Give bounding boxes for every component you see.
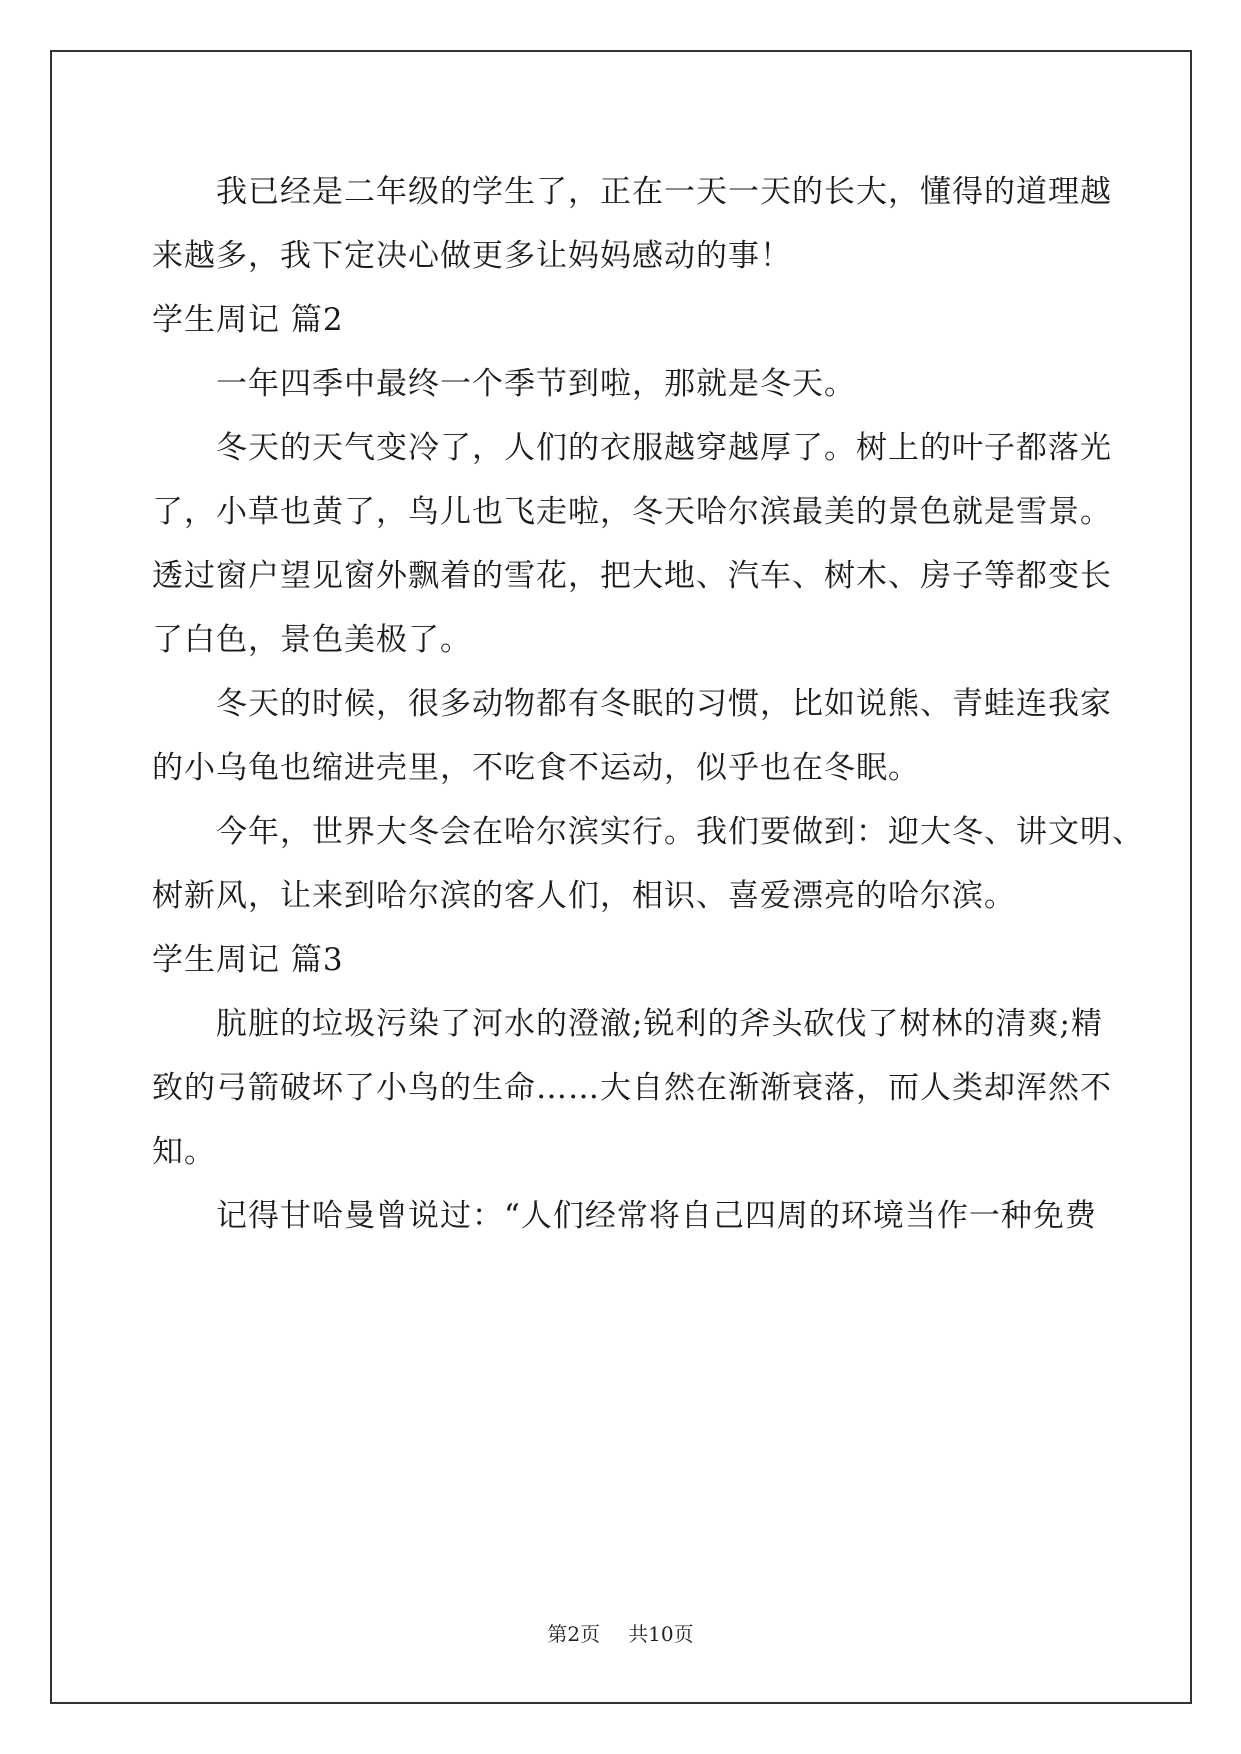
page-footer — [0, 1618, 1241, 1647]
text-line: 肮脏的垃圾污染了河水的澄澈;锐利的斧头砍伐了树林的清爽;精 — [216, 1006, 1103, 1042]
text-line: 冬天的时候，很多动物都有冬眠的习惯，比如说熊、青蛙连我家 — [216, 686, 1112, 722]
text-line: 我已经是二年级的学生了，正在一天一天的长大，懂得的道理越 — [216, 174, 1112, 210]
text-line: 一年四季中最终一个季节到啦，那就是冬天。 — [216, 366, 856, 402]
text-line: 了，小草也黄了，鸟儿也飞走啦，冬天哈尔滨最美的景色就是雪景。 — [152, 494, 1112, 530]
document-body — [152, 160, 1144, 1248]
text-line: 今年，世界大冬会在哈尔滨实行。我们要做到：迎大冬、讲文明、 — [216, 814, 1144, 850]
text-line: 来越多，我下定决心做更多让妈妈感动的事！ — [152, 238, 792, 274]
text-line: 冬天的天气变冷了，人们的衣服越穿越厚了。树上的叶子都落光 — [216, 430, 1112, 466]
text-line: 记得甘哈曼曾说过：“人们经常将自己四周的环境当作一种免费 — [216, 1198, 1097, 1234]
page-total: 共10页 — [628, 1622, 694, 1646]
page-number: 第2页 — [547, 1622, 601, 1646]
text-line: 的小乌龟也缩进壳里，不吃食不运动，似乎也在冬眠。 — [152, 750, 920, 786]
section-heading: 学生周记 篇3 — [152, 942, 344, 978]
text-line: 致的弓箭破坏了小鸟的生命……大自然在渐渐衰落，而人类却浑然不 — [152, 1070, 1112, 1106]
text-line: 透过窗户望见窗外飘着的雪花，把大地、汽车、树木、房子等都变长 — [152, 558, 1112, 594]
text-line: 树新风，让来到哈尔滨的客人们，相识、喜爱漂亮的哈尔滨。 — [152, 878, 1016, 914]
section-heading: 学生周记 篇2 — [152, 302, 344, 338]
text-line: 知。 — [152, 1134, 216, 1170]
text-line: 了白色，景色美极了。 — [152, 622, 472, 658]
